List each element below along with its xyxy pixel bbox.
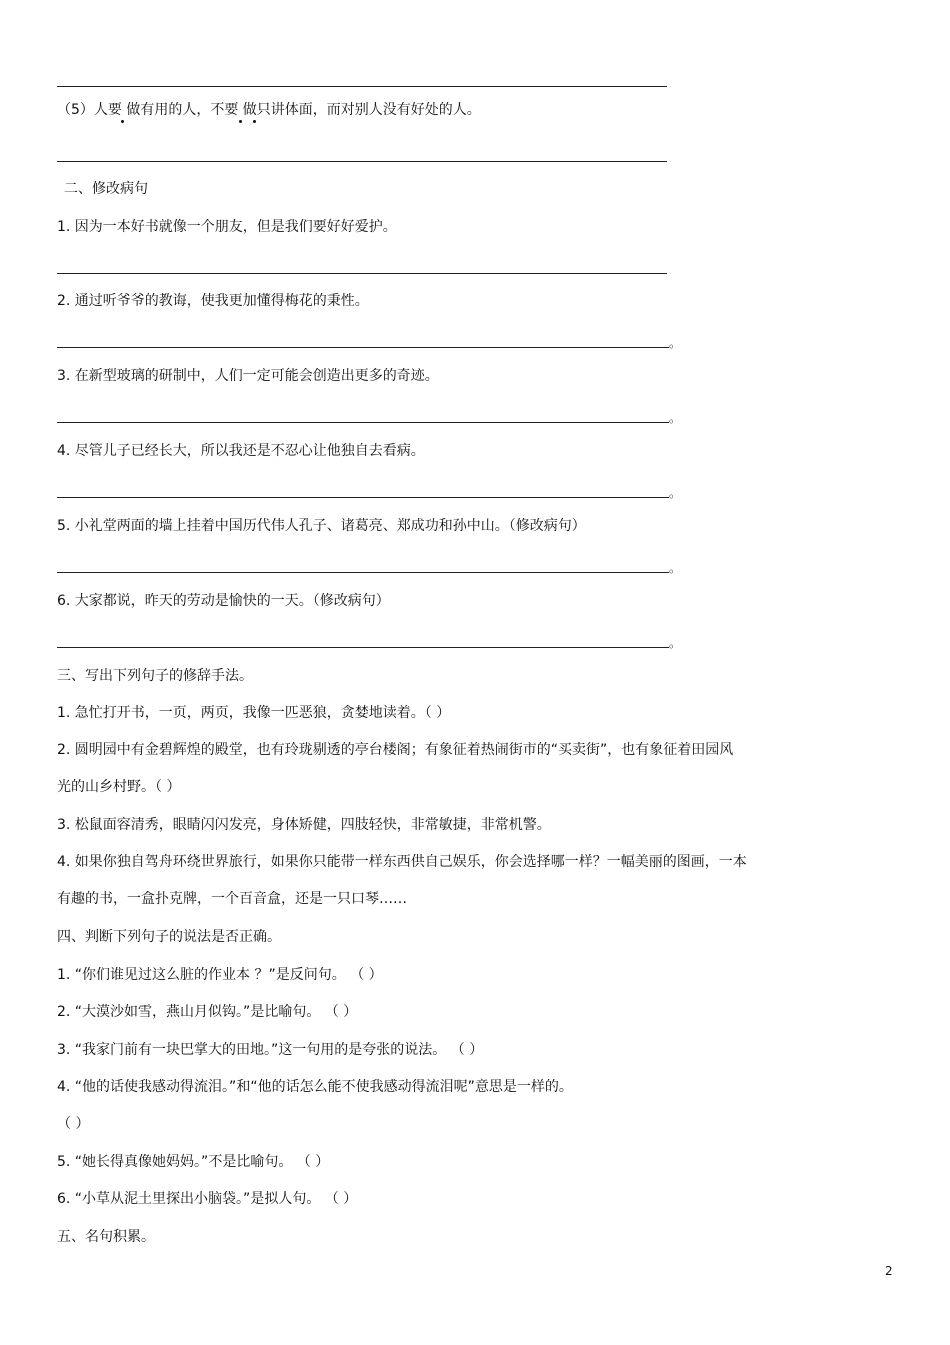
judge-line-4: 4. “他的话使我感动得流泪。”和“他的话怎么能不使我感动得流泪呢”意思是一样的。	[57, 1079, 573, 1095]
rhetoric-line-6: 有趣的书，一盒扑克牌，一个百音盒，还是一只口琴……	[57, 891, 407, 907]
correction-item-3: 3. 在新型玻璃的研制中，人们一定可能会创造出更多的奇迹。	[57, 368, 439, 384]
answer-line	[57, 273, 667, 274]
judge-line-5: 5. “她长得真像她妈妈。”不是比喻句。 （ ）	[57, 1154, 330, 1170]
rhetoric-line-3: 光的山乡村野。（ ）	[57, 779, 181, 795]
line-end-mark: 。	[669, 336, 682, 350]
judge-line-3: 3. “我家门前有一块巴掌大的田地。”这一句用的是夸张的说法。 （ ）	[57, 1042, 484, 1058]
emphasis-dot	[253, 120, 256, 123]
answer-line	[57, 572, 669, 573]
page-number: 2	[885, 1264, 893, 1278]
answer-line	[57, 647, 669, 648]
section-heading-3: 三、写出下列句子的修辞手法。	[57, 668, 253, 684]
line-end-mark: 。	[669, 561, 682, 575]
correction-item-2: 2. 通过听爷爷的教诲，使我更加懂得梅花的秉性。	[57, 293, 369, 309]
emphasis-dot	[121, 120, 124, 123]
correction-item-1: 1. 因为一本好书就像一个朋友，但是我们要好好爱护。	[57, 219, 397, 235]
judge-line-6: 6. “小草从泥土里探出小脑袋。”是拟人句。 （ ）	[57, 1191, 358, 1207]
question-5: （5）人要 做有用的人，不要 做只讲体面，而对别人没有好处的人。	[57, 102, 481, 118]
answer-line	[57, 497, 669, 498]
rhetoric-line-2: 2. 圆明园中有金碧辉煌的殿堂，也有玲珑剔透的亭台楼阁；有象征着热闹街市的“买卖街”，也有象征着田园风	[57, 742, 734, 758]
line-end-mark: 。	[669, 486, 682, 500]
answer-line	[57, 161, 667, 162]
answer-line	[57, 347, 669, 348]
section-heading-4: 四、判断下列句子的说法是否正确。	[57, 929, 281, 945]
correction-item-5: 5. 小礼堂两面的墙上挂着中国历代伟人孔子、诸葛亮、郑成功和孙中山。（修改病句）	[57, 518, 586, 534]
correction-item-6: 6. 大家都说，昨天的劳动是愉快的一天。（修改病句）	[57, 593, 390, 609]
emphasis-dot	[239, 120, 242, 123]
section-heading-5: 五、名句积累。	[57, 1229, 155, 1245]
answer-line	[57, 422, 669, 423]
rhetoric-line-4: 3. 松鼠面容清秀，眼睛闪闪发亮，身体矫健，四肢轻快，非常敏捷，非常机警。	[57, 817, 551, 833]
judge-line-2: 2. “大漠沙如雪，燕山月似钩。”是比喻句。 （ ）	[57, 1004, 358, 1020]
judge-line-1: 1. “你们谁见过这么脏的作业本 ？”是反问句。 （ ）	[57, 967, 383, 983]
correction-item-4: 4. 尽管儿子已经长大，所以我还是不忍心让他独自去看病。	[57, 443, 425, 459]
judge-line-4-answer: （ ）	[57, 1116, 90, 1132]
line-end-mark: 。	[669, 636, 682, 650]
section-heading-2: 二、修改病句	[64, 181, 148, 197]
answer-line	[57, 86, 667, 87]
rhetoric-line-5: 4. 如果你独自驾舟环绕世界旅行，如果你只能带一样东西供自己娱乐，你会选择哪一样？一幅美丽的图画，一本	[57, 854, 747, 870]
line-end-mark: 。	[669, 411, 682, 425]
rhetoric-line-1: 1. 急忙打开书，一页，两页，我像一匹恶狼，贪婪地读着。（ ）	[57, 705, 451, 721]
